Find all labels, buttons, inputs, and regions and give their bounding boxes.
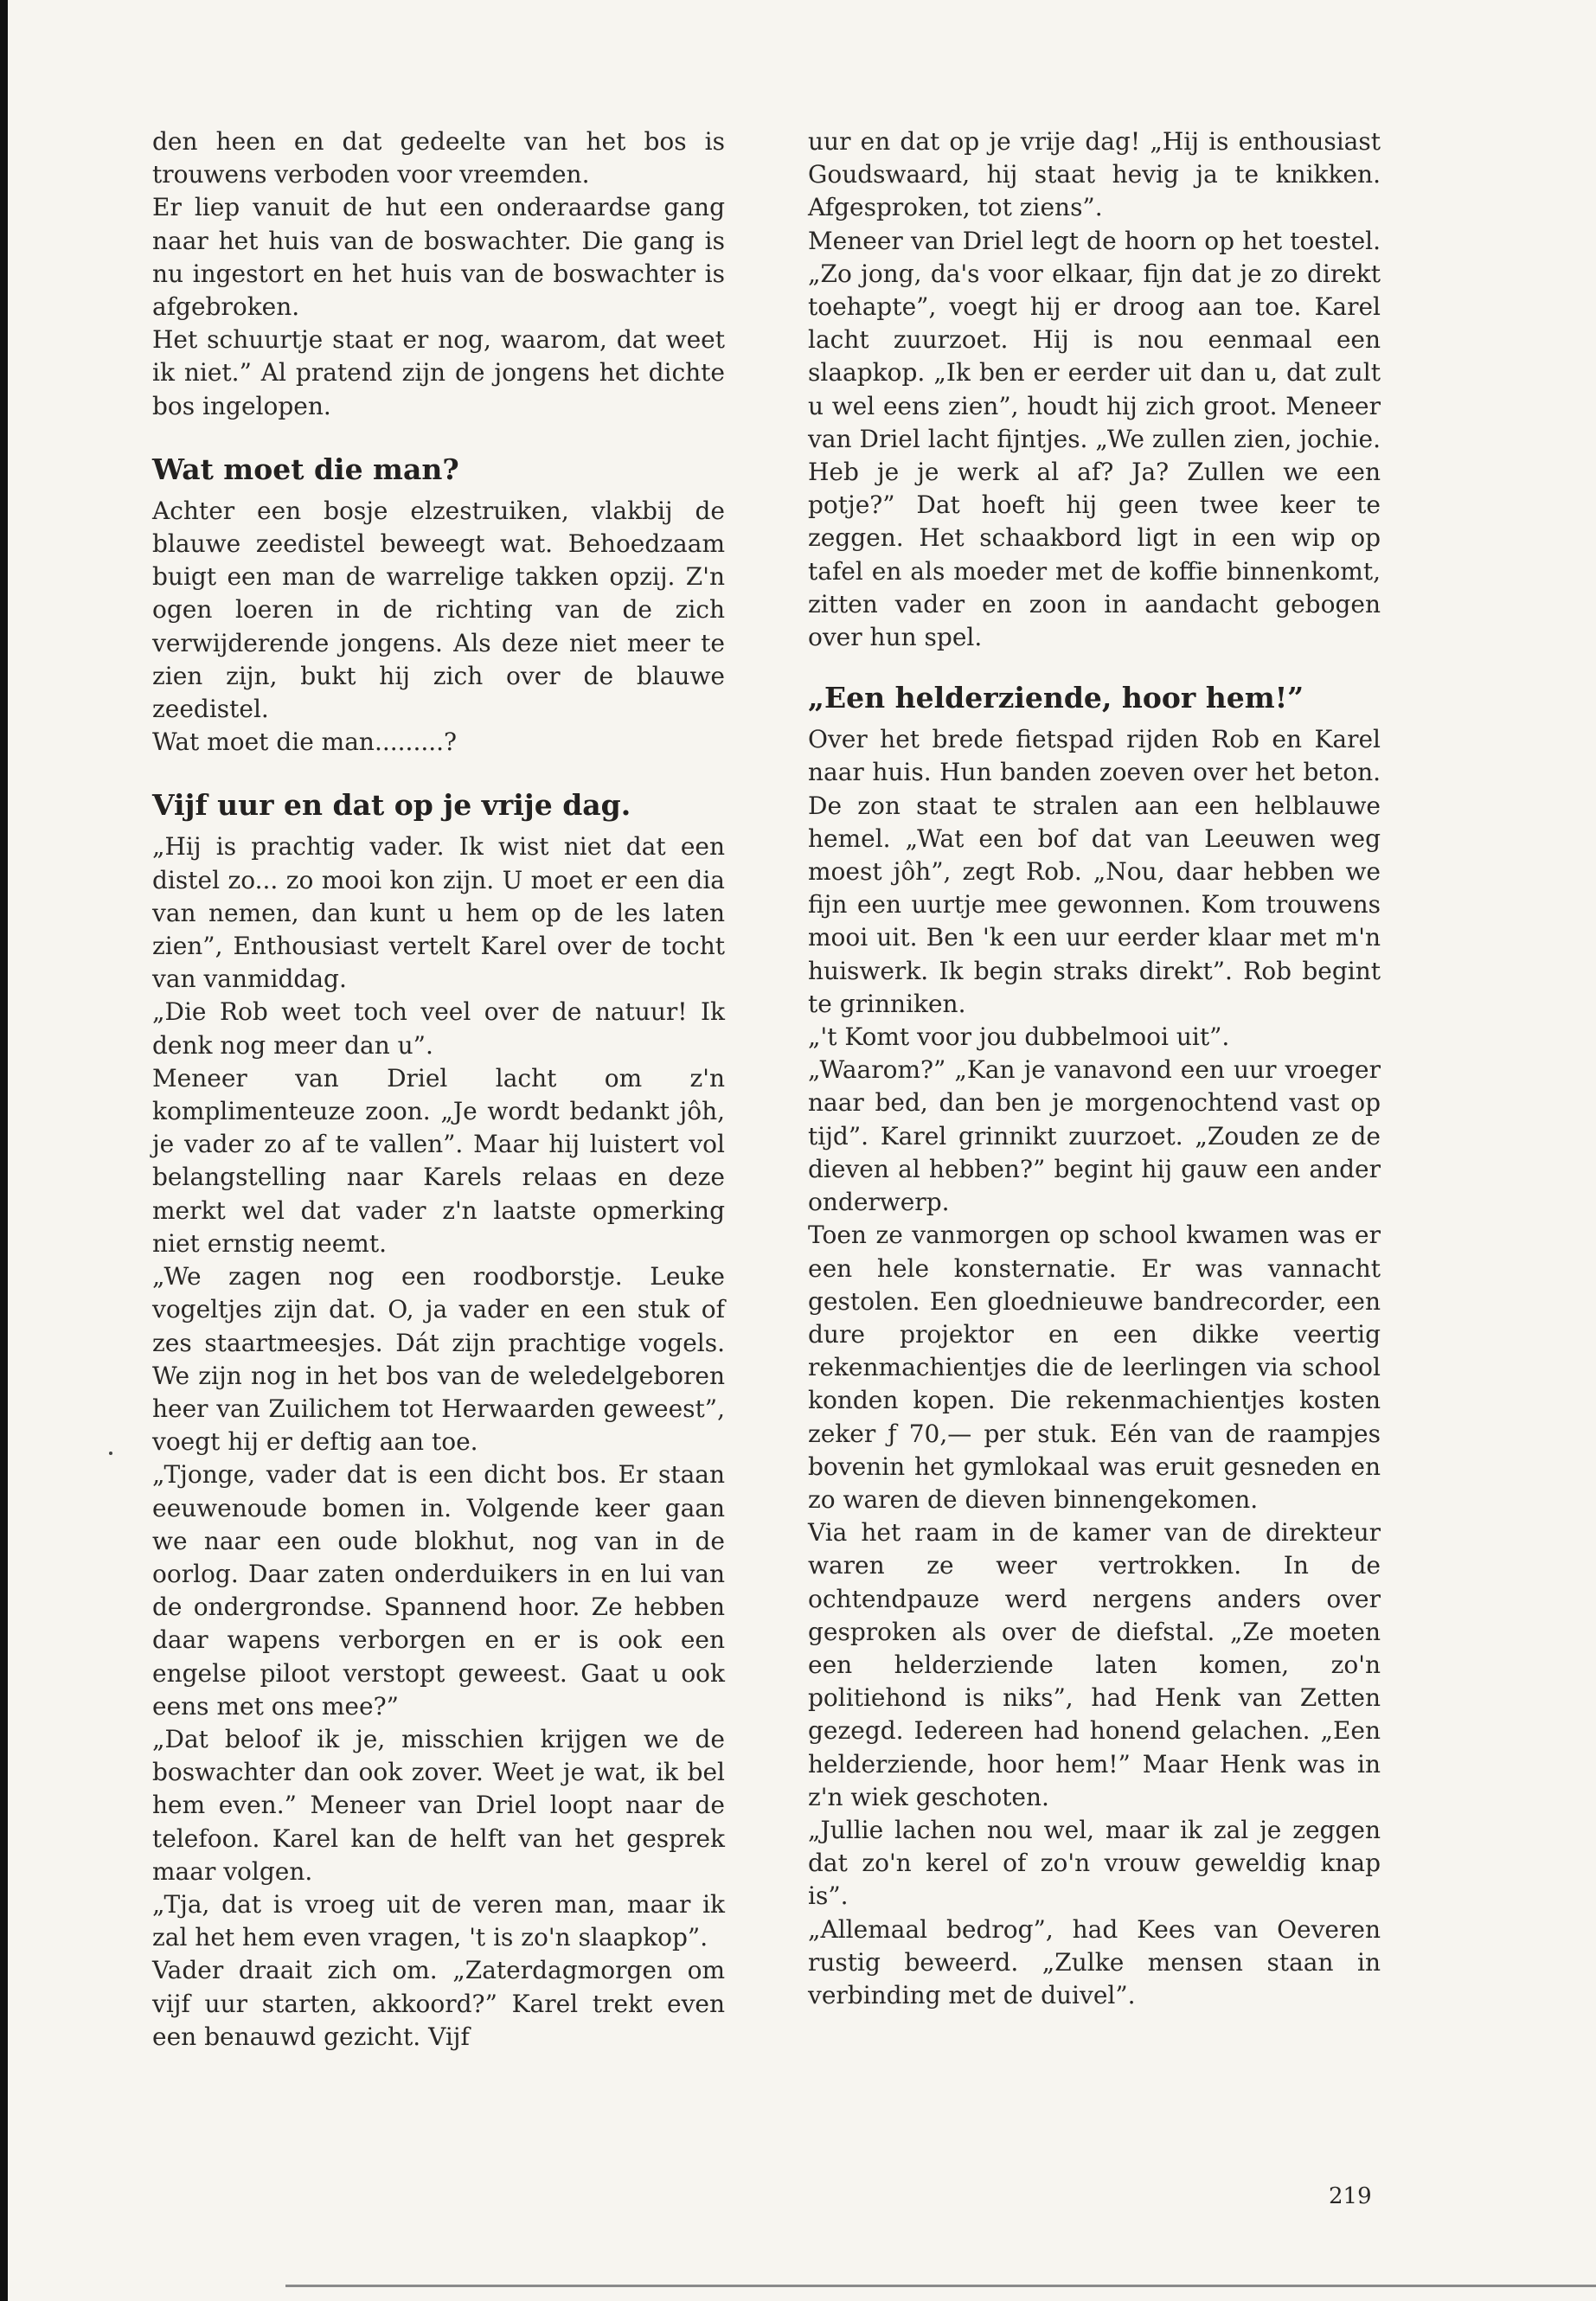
paragraph: Toen ze vanmorgen op school kwamen was er een hele konsternatie. Er was vannacht gestolen. Een gloednieuwe bandrecorder, een dure projektor en een dikke veertig rekenmachientjes die de leerlingen via school konden kopen. Die rekenmachientjes kosten zeker ƒ 70,— per stuk. Eén van de raampjes bovenin het gymlokaal was eruit gesneden en zo waren de dieven binnengekomen. (808, 1221, 1381, 1514)
paragraph: „Dat beloof ik je, misschien krijgen we de boswachter dan ook zover. Weet je wat, ik bel hem even.” Meneer van Driel loopt naar de telefoon. Karel kan de helft van het gesprek maar volgen. (152, 1724, 725, 1886)
paragraph: Meneer van Driel legt de hoorn op het toestel. „Zo jong, da's voor elkaar, fijn dat je zo direkt toehapte”, voegt hij er droog aan toe. Karel lacht zuurzoet. Hij is nou eenmaal een slaapkop. „Ik ben er eerder uit dan u, dat zult u wel eens zien”, houdt hij zich groot. Meneer van Driel lacht fijntjes. „We zullen zien, jochie. Heb je je werk al af? Ja? Zullen we een potje?” Dat hoeft hij geen twee keer te zeggen. Het schaakbord ligt in een wip op tafel en als moeder met de koffie binnenkomt, zitten vader en zoon in aandacht gebogen over hun spel. (808, 226, 1381, 652)
section-heading: „Een helderziende, hoor hem!” (808, 681, 1304, 715)
paragraph: „'t Komt voor jou dubbelmooi uit”. (808, 1022, 1230, 1052)
section-heading: Wat moet die man? (152, 452, 459, 486)
paragraph: „Tjonge, vader dat is een dicht bos. Er staan eeuwenoude bomen in. Volgende keer gaan we naar een oude blokhut, nog van in de oorlog. Daar zaten onderduikers in en lui van de ondergrondse. Spannend hoor. Ze hebben daar wapens verborgen en er is ook een engelse piloot verstopt geweest. Gaat u ook eens met ons mee?” (152, 1460, 725, 1721)
paragraph: Er liep vanuit de hut een onderaardse gang naar het huis van de boswachter. Die gang is nu ingestort en het huis van de boswachter is afgebroken. (152, 193, 725, 322)
paragraph: „Die Rob weet toch veel over de natuur! Ik denk nog meer dan u”. (152, 997, 725, 1060)
paragraph: Het schuurtje staat er nog, waarom, dat weet ik niet.” Al pratend zijn de jongens het dichte bos ingelopen. (152, 325, 725, 420)
paragraph: Achter een bosje elzestruiken, vlakbij de blauwe zeedistel beweegt wat. Behoedzaam buigt een man de warrelige takken opzij. Z'n ogen loeren in de richting van de zich verwijderende jongens. Als deze niet meer te zien zijn, bukt hij zich over de blauwe zeedistel. (152, 496, 725, 724)
paragraph: Via het raam in de kamer van de direkteur waren ze weer vertrokken. In de ochtendpauze werd nergens anders over gesproken als over de diefstal. „Ze moeten een helderziende laten komen, zo'n politiehond is niks”, had Henk van Zetten gezegd. Iedereen had honend gelachen. „Een helderziende, hoor hem!” Maar Henk was in z'n wiek geschoten. (808, 1518, 1381, 1811)
paragraph: uur en dat op je vrije dag! „Hij is enthousiast Goudswaard, hij staat hevig ja te knikken. Afgesproken, tot ziens”. (808, 127, 1381, 222)
paragraph: „Hij is prachtig vader. Ik wist niet dat een distel zo... zo mooi kon zijn. U moet er een dia van nemen, dan kunt u hem op de les laten zien”, Enthousiast vertelt Karel over de tocht van vanmiddag. (152, 832, 725, 994)
paragraph: den heen en dat gedeelte van het bos is trouwens verboden voor vreemden. (152, 127, 725, 189)
paragraph: Wat moet die man.........? (152, 727, 458, 757)
page-bottom-edge (285, 2285, 1596, 2287)
page-binding-edge (0, 0, 8, 2301)
paragraph: Meneer van Driel lacht om z'n komplimenteuze zoon. „Je wordt bedankt jôh, je vader zo af te vallen”. Maar hij luistert vol belangstelling naar Karels relaas en deze merkt wel dat vader z'n laatste opmerking niet ernstig neemt. (152, 1063, 725, 1258)
page-number: 219 (1329, 2183, 1372, 2209)
section-heading: Vijf uur en dat op je vrije dag. (152, 788, 631, 823)
paragraph: Vader draait zich om. „Zaterdagmorgen om vijf uur starten, akkoord?” Karel trekt even een benauwd gezicht. Vijf (152, 1956, 725, 2051)
paragraph: „Waarom?” „Kan je vanavond een uur vroeger naar bed, dan ben je morgenochtend vast op tijd”. Karel grinnikt zuurzoet. „Zouden ze de dieven al hebben?” begint hij gauw een ander onderwerp. (808, 1055, 1381, 1217)
right-column (808, 125, 1381, 2012)
paragraph: „Jullie lachen nou wel, maar ik zal je zeggen dat zo'n kerel of zo'n vrouw geweldig knap is”. (808, 1815, 1381, 1911)
paragraph: „Tja, dat is vroeg uit de veren man, maar ik zal het hem even vragen, 't is zo'n slaapkop”. (152, 1889, 725, 1952)
left-column (152, 125, 725, 2054)
paragraph: „Allemaal bedrog”, had Kees van Oeveren rustig beweerd. „Zulke mensen staan in verbinding met de duivel”. (808, 1914, 1381, 2009)
paragraph: Over het brede fietspad rijden Rob en Karel naar huis. Hun banden zoeven over het beton. De zon staat te stralen aan een helblauwe hemel. „Wat een bof dat van Leeuwen weg moest jôh”, zegt Rob. „Nou, daar hebben we fijn een uurtje mee gewonnen. Kom trouwens mooi uit. Ben 'k een uur eerder klaar met m'n huiswerk. Ik begin straks direkt”. Rob begint te grinniken. (808, 725, 1381, 1018)
print-speck (109, 1452, 112, 1455)
paragraph: „We zagen nog een roodborstje. Leuke vogeltjes zijn dat. O, ja vader en een stuk of zes staartmeesjes. Dát zijn prachtige vogels. We zijn nog in het bos van de weledelgeboren heer van Zuilichem tot Herwaarden geweest”, voegt hij er deftig aan toe. (152, 1262, 725, 1457)
